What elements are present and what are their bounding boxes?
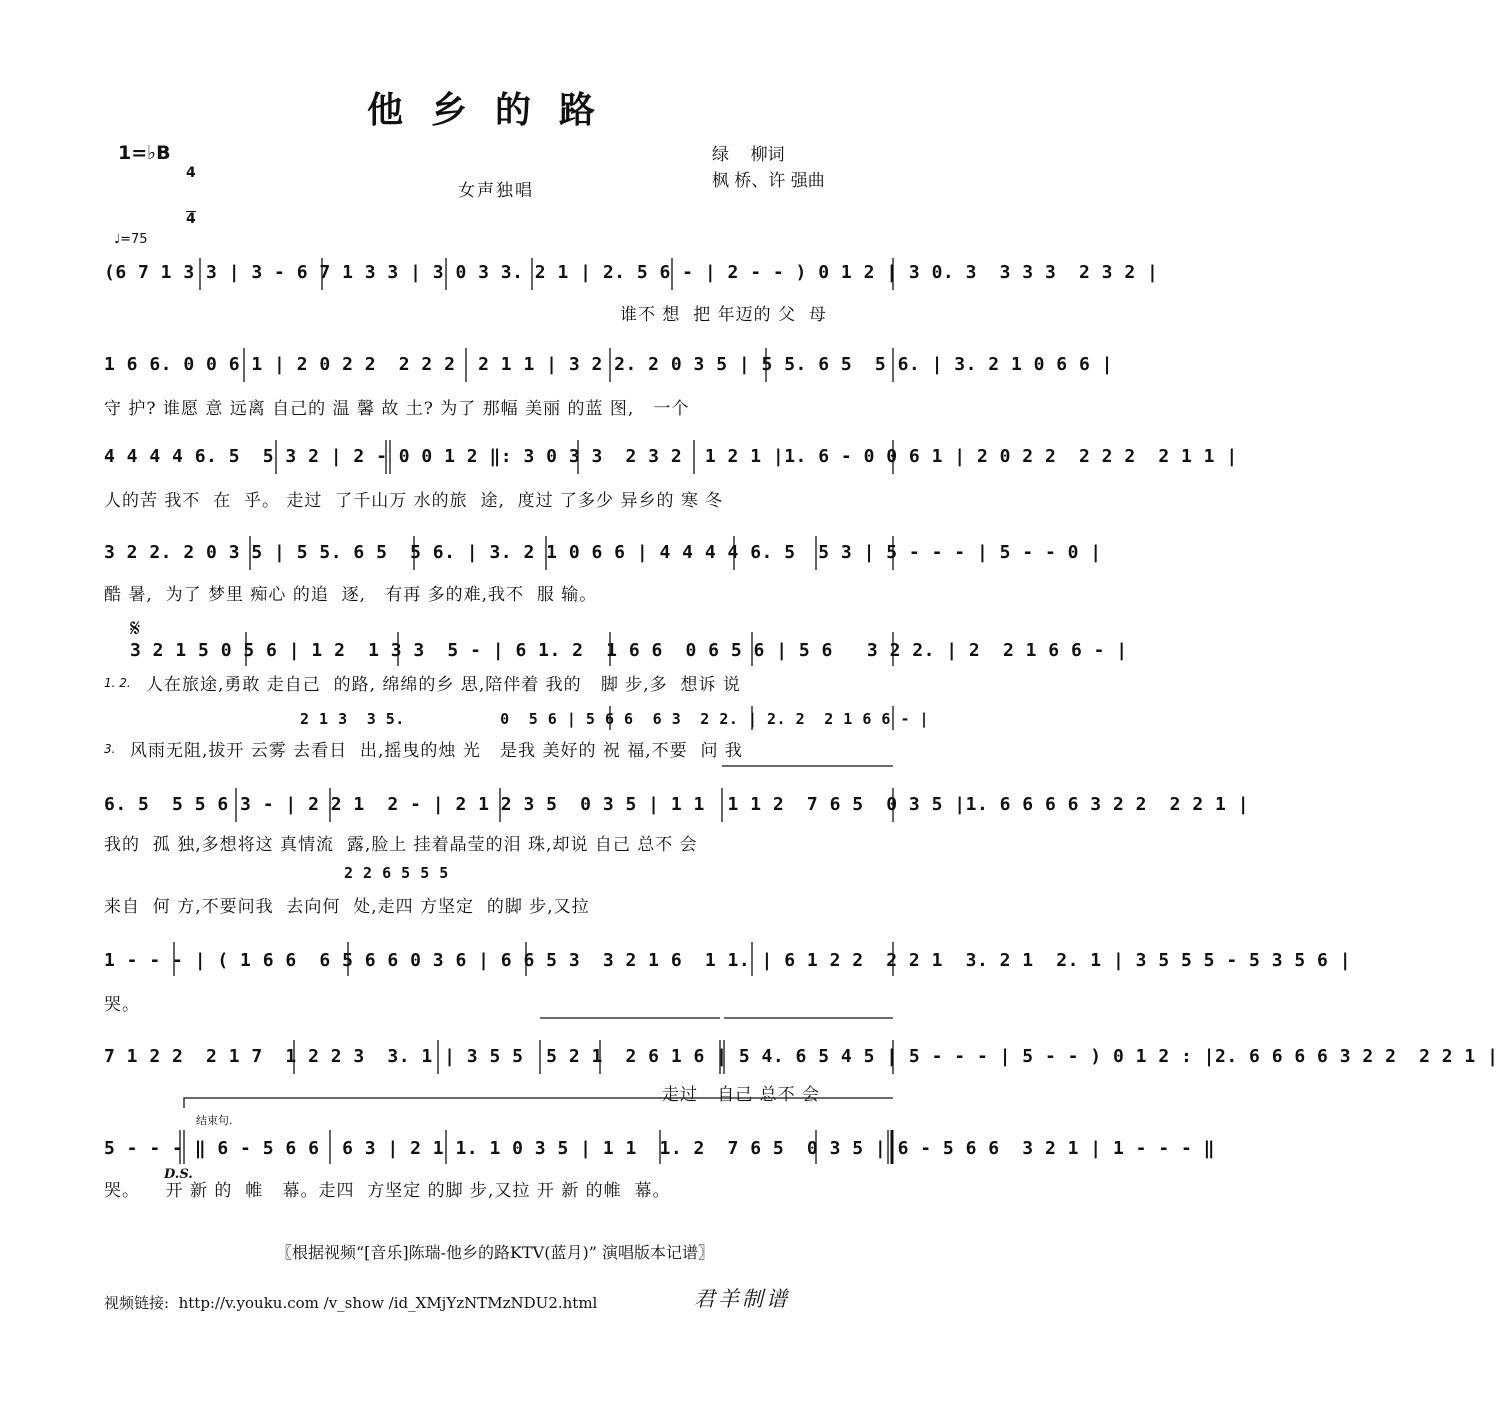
notation-line-2: 1 6 6. 0 0 6 1 | 2 0 2 2 2 2 2 2 1 1 | 3 2 2. 2 0 3 5 | 5 5. 6 5 5 6. | 3. 2 1 0 6 6 | xyxy=(104,354,1113,375)
notation-line-6: 2 1 3 3 5. 0 5 6 | 5 6 6 6 3 2 2. | 2. 2 2 1 6 6 - | xyxy=(300,710,930,728)
verse-mark-3: 3. xyxy=(104,742,116,756)
composer-credit: 枫 桥、许 强曲 xyxy=(712,171,825,191)
lyrics-line-3: 人的苦 我不 在 乎。 走过 了千山万 水的旅 途, 度过 了多少 异乡的 寒 冬 xyxy=(104,491,724,511)
notation-line-8: 2 2 6 5 5 5 xyxy=(344,864,449,882)
video-link-label: 视频链接: xyxy=(104,1294,170,1312)
key-signature: 1=♭B xyxy=(118,142,171,164)
song-title: 他乡的路 xyxy=(366,89,623,131)
verse-mark-1-2: 1. 2. xyxy=(104,676,131,690)
lyrics-line-4: 酷 暑, 为了 梦里 痴心 的追 逐, 有再 多的难,我不 服 输。 xyxy=(104,585,598,605)
notation-line-9: 1 - - - | ( 1 6 6 6 5 6 6 0 3 6 | 6 6 5 3 3 2 1 6 1 1. | 6 1 2 2 2 2 1 3. 2 1 2. 1 | 3 5 5 5 - 5 3 5 6 | xyxy=(104,950,1352,971)
time-signature-top: 4 xyxy=(186,165,196,181)
lyricist-credit: 绿 柳词 xyxy=(712,145,785,165)
notation-line-1: (6 7 1 3 3 | 3 - 6 7 1 3 3 | 3 0 3 3. 2 1 | 2. 5 6 - | 2 - - ) 0 1 2 | 3 0. 3 3 3 3 2 3 2 | xyxy=(104,262,1159,283)
lyrics-line-7: 我的 孤 独,多想将这 真情流 露,脸上 挂着晶莹的泪 珠,却说 自己 总不 会 xyxy=(104,835,698,855)
time-signature-bottom: 4 xyxy=(186,211,196,227)
notation-line-11: 5 - - - ‖ 6 - 5 6 6 6 3 | 2 1 1. 1 0 3 5 | 1 1 1. 2 7 6 5 0 3 5 | 6 - 5 6 6 3 2 1 | 1 - - - ‖ xyxy=(104,1138,1216,1159)
notation-line-4: 3 2 2. 2 0 3 5 | 5 5. 6 5 5 6. | 3. 2 1 0 6 6 | 4 4 4 4 6. 5 5 3 | 5 - - - | 5 - - 0 | xyxy=(104,542,1102,563)
time-signature xyxy=(186,136,196,242)
tempo-marking: ♩=75 xyxy=(114,232,148,247)
notation-line-7: 6. 5 5 5 6 3 - | 2 2 1 2 - | 2 1 2 3 5 0 3 5 | 1 1 1 1 2 7 6 5 0 3 5 |1. 6 6 6 6 3 2 2 2 2 1 | xyxy=(104,794,1250,815)
performance-type: 女声独唱 xyxy=(458,181,534,201)
segno-sign: 𝄋 xyxy=(130,614,141,642)
video-link-url[interactable]: http://v.youku.com /v_show /id_XMjYzNTMzNDU2.html xyxy=(178,1294,598,1312)
lyrics-line-1: 谁不 想 把 年迈的 父 母 xyxy=(620,305,827,325)
notation-line-5: 3 2 1 5 0 5 6 | 1 2 1 3 3 5 - | 6 1. 2 1 6 6 0 6 5 6 | 5 6 3 2 2. | 2 2 1 6 6 - | xyxy=(130,640,1128,661)
notation-line-3: 4 4 4 4 6. 5 5 3 2 | 2 - 0 0 1 2 ‖: 3 0 3 3 2 3 2 1 2 1 |1. 6 - 0 0 6 1 | 2 0 2 2 2 2 2 2 1 1 | xyxy=(104,446,1238,467)
lyrics-line-6: 风雨无阻,拔开 云雾 去看日 出,摇曳的烛 光 是我 美好的 祝 福,不要 问 我 xyxy=(130,741,743,761)
lyrics-line-5: 人在旅途,勇敢 走自己 的路, 绵绵的乡 思,陪伴着 我的 脚 步,多 想诉 说 xyxy=(146,675,741,695)
notation-line-10: 7 1 2 2 2 1 7 1 2 2 3 3. 1 | 3 5 5 5 2 1 2 6 1 6 | 5 4. 6 5 4 5 | 5 - - - | 5 - - ) 0 1 2 : |2. 6 6 6 6 3 2 2 2 2 1 | xyxy=(104,1046,1498,1067)
video-link xyxy=(104,1292,597,1313)
dal-segno-mark: D.S. xyxy=(164,1167,193,1182)
lyrics-line-9: 哭。 xyxy=(104,995,140,1015)
lyrics-line-8: 来自 何 方,不要问我 去向何 处,走四 方坚定 的脚 步,又拉 xyxy=(104,897,590,917)
lyrics-line-11: 哭。 开 新 的 帷 幕。走四 方坚定 的脚 步,又拉 开 新 的帷 幕。 xyxy=(104,1181,671,1201)
ending-label: 结束句. xyxy=(196,1114,233,1127)
source-note: 〖根据视频“[音乐]陈瑞-他乡的路KTV(蓝月)” 演唱版本记谱〗 xyxy=(275,1243,714,1262)
lyrics-line-10: 走过 自己 总不 会 xyxy=(662,1085,821,1105)
transcriber-stamp: 君羊制谱 xyxy=(694,1287,790,1311)
lyrics-line-2: 守 护? 谁愿 意 远离 自己的 温 馨 故 土? 为了 那幅 美丽 的蓝 图, 一个 xyxy=(104,399,690,419)
